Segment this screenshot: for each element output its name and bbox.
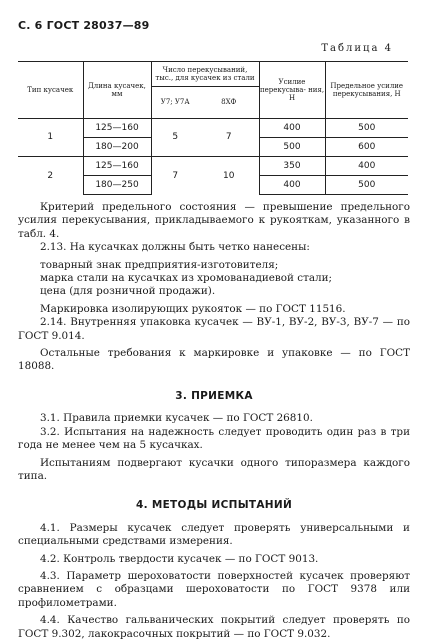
table-row: [18, 157, 408, 176]
paragraph-3-1: 3.1. Правила приемки кусачек — по ГОСТ 26810.: [40, 412, 313, 425]
cell-type: 1: [18, 119, 83, 157]
spec-table: [18, 61, 408, 195]
handle-marking-paragraph: Маркировка изолирующих рукояток — по ГОСТ 11516.: [40, 302, 346, 315]
cell-length: 125—160: [83, 157, 151, 176]
header-limit-force: Предельное усилие перекусывания, Н: [325, 62, 408, 119]
header-force: Усилие перекусыва- ния, Н: [259, 62, 325, 119]
cell-force: 400: [259, 119, 325, 138]
paragraph-3-2-note: Испытаниям подвергают кусачки одного типоразмера каждого типа.: [18, 456, 410, 482]
cell-u7: 7: [151, 157, 199, 195]
header-bites-group: Число перекусываний, тыс., для кусачек из стали: [151, 62, 259, 87]
table-caption: Таблица 4: [321, 43, 393, 54]
section-3-heading: 3. ПРИЕМКА: [175, 389, 253, 402]
paragraph-4-4: 4.4. Качество гальванических покрытий следует проверять по ГОСТ 9.302, лакокрасочных покрытий — по ГОСТ 9.032.: [18, 614, 410, 640]
paragraph-2-13: 2.13. На кусачках должны быть четко нанесены:: [40, 241, 310, 254]
header-x8f: 8ХФ: [199, 87, 259, 119]
cell-length: 180—200: [83, 138, 151, 157]
cell-type: 2: [18, 157, 83, 195]
header-length: Длина кусачек, мм: [83, 62, 151, 119]
cell-length: 125—160: [83, 119, 151, 138]
table-row: [18, 119, 408, 138]
marking-item: товарный знак предприятия-изготовителя;: [40, 258, 279, 271]
marking-item: марка стали на кусачках из хромованадиевой стали;: [40, 272, 333, 285]
section-4-heading: 4. МЕТОДЫ ИСПЫТАНИЙ: [135, 499, 293, 512]
criterion-paragraph: Критерий предельного состояния — превышение предельного усилия перекусывания, прикладываемого к рукояткам, указанного в табл. 4.: [18, 201, 410, 240]
paragraph-4-3: 4.3. Параметр шероховатости поверхностей кусачек проверяют сравнением с образцами шероховатости по ГОСТ 9378 или профилометрами.: [18, 569, 410, 609]
page-header: С. 6 ГОСТ 28037—89: [18, 19, 150, 32]
cell-x8f: 7: [199, 119, 259, 157]
cell-limit: 500: [325, 176, 408, 195]
header-u7: У7; У7А: [151, 87, 199, 119]
cell-force: 350: [259, 157, 325, 176]
other-requirements-paragraph: Остальные требования к маркировке и упаковке — по ГОСТ 18088.: [18, 347, 410, 373]
header-type: Тип кусачек: [18, 62, 83, 119]
cell-limit: 400: [325, 157, 408, 176]
paragraph-4-1: 4.1. Размеры кусачек следует проверять универсальными и специальными средствами измерения.: [18, 521, 410, 548]
cell-x8f: 10: [199, 157, 259, 195]
cell-limit: 600: [325, 138, 408, 157]
cell-u7: 5: [151, 119, 199, 157]
paragraph-3-2: 3.2. Испытания на надежность следует проводить один раз в три года не менее чем на 5 кусачках.: [18, 425, 410, 452]
paragraph-2-14: 2.14. Внутренняя упаковка кусачек — ВУ-1, ВУ-2, ВУ-3, ВУ-7 — по ГОСТ 9.014.: [18, 316, 410, 342]
marking-item: цена (для розничной продажи).: [40, 285, 216, 298]
body-text: [18, 201, 410, 641]
cell-force: 500: [259, 138, 325, 157]
cell-force: 400: [259, 176, 325, 195]
cell-limit: 500: [325, 119, 408, 138]
paragraph-4-2: 4.2. Контроль твердости кусачек — по ГОСТ 9013.: [40, 552, 319, 565]
cell-length: 180—250: [83, 176, 151, 195]
